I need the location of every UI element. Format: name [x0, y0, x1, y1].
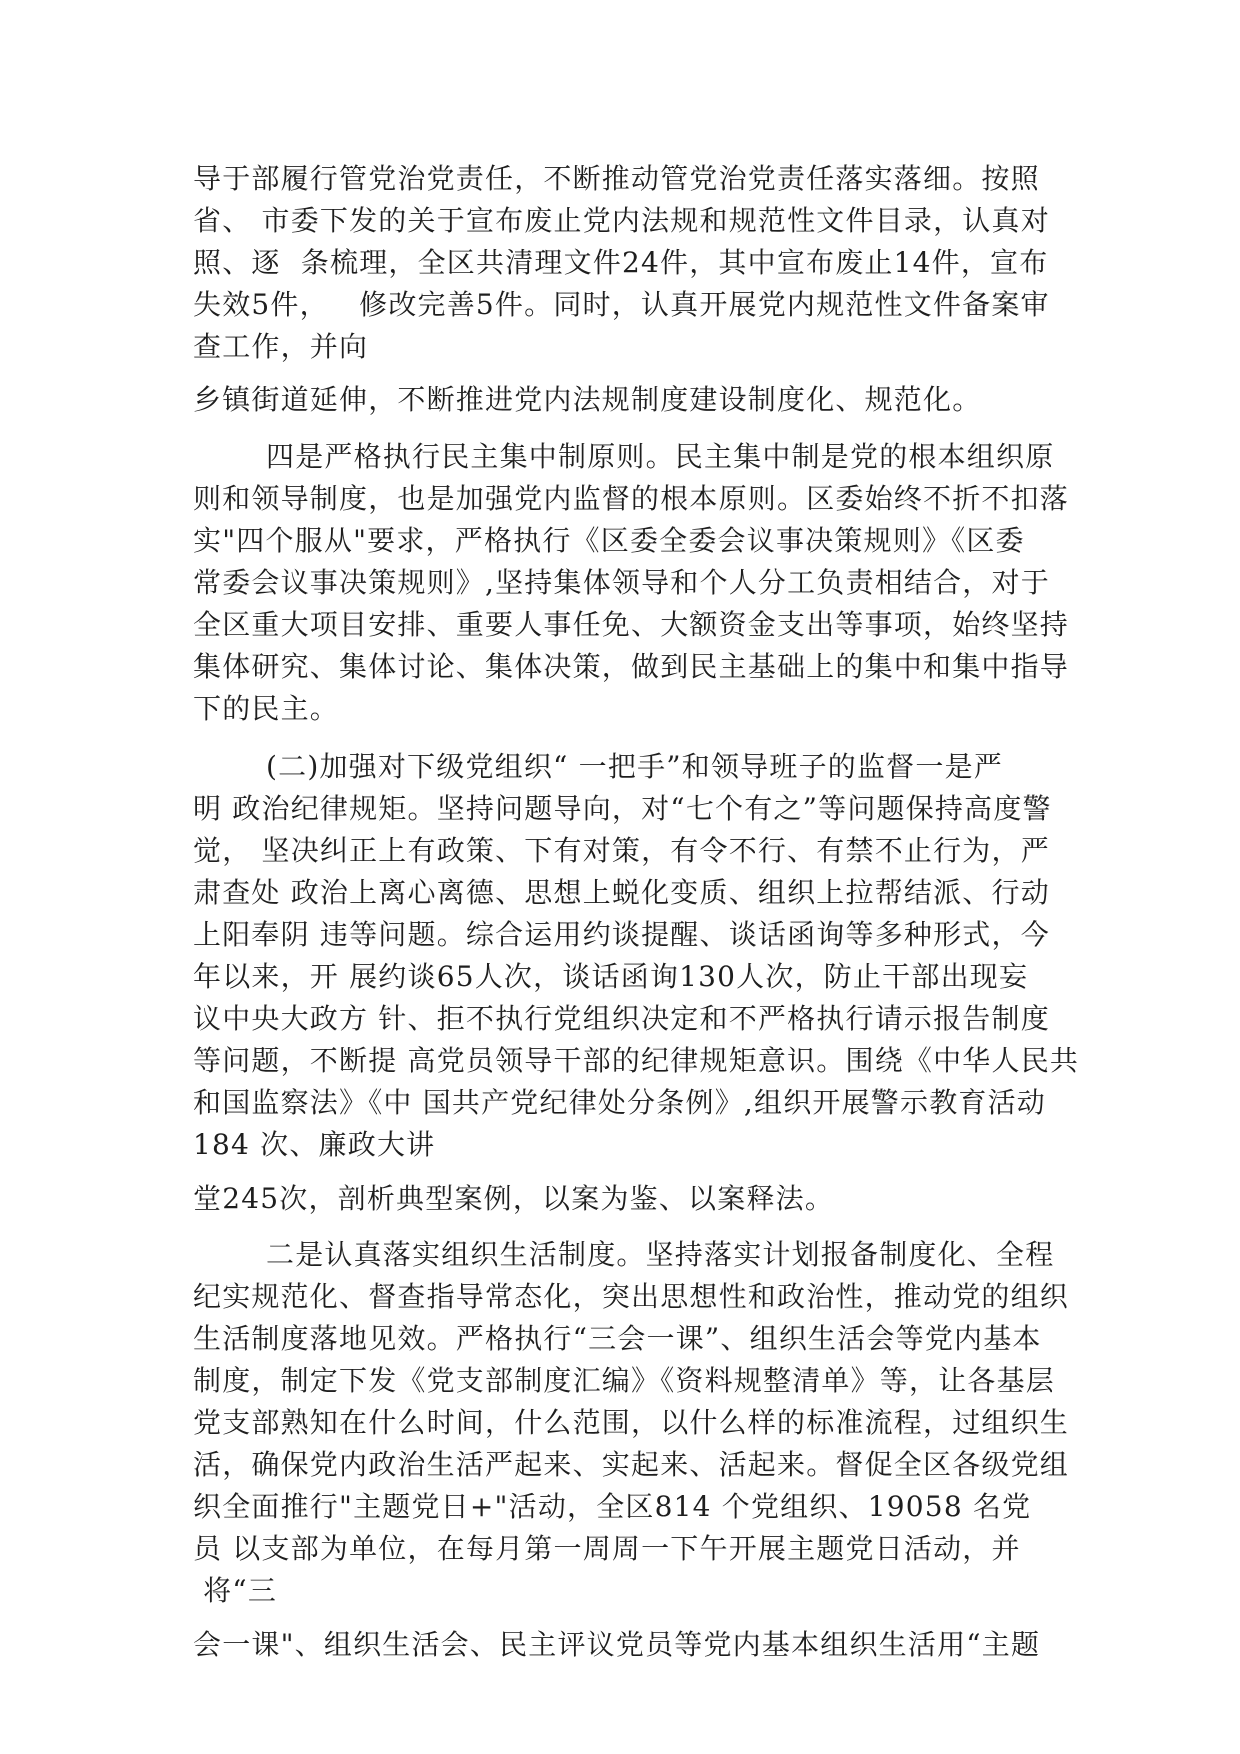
- text-line: 织全面推行"主题党日+"活动，全区814 个党组织、19058 名党: [193, 1490, 1032, 1523]
- text-line: 和国监察法》《中 国共产党纪律处分条例》,组织开展警示教育活动: [193, 1086, 1047, 1119]
- text-line: 上阳奉阴 违等问题。综合运用约谈提醒、谈话函询等多种形式，今: [193, 918, 1050, 951]
- text-line: 失效5件， 修改完善5件。同时，认真开展党内规范性文件备案审: [193, 288, 1050, 321]
- text-line: 查工作，并向: [193, 330, 369, 363]
- text-line: 等问题，不断提 高党员领导干部的纪律规矩意识。围绕《中华人民共: [193, 1044, 1080, 1077]
- text-line: 省、 市委下发的关于宣布废止党内法规和规范性文件目录，认真对: [193, 204, 1050, 237]
- text-line: 议中央大政方 针、拒不执行党组织决定和不严格执行请示报告制度: [193, 1002, 1050, 1035]
- text-line: 下的民主。: [193, 692, 340, 725]
- text-line: 集体研究、集体讨论、集体决策，做到民主基础上的集中和集中指导: [193, 650, 1070, 683]
- text-line: 照、逐 条梳理，全区共清理文件24件，其中宣布废止14件，宣布: [193, 246, 1049, 279]
- text-line: 则和领导制度，也是加强党内监督的根本原则。区委始终不折不扣落: [193, 482, 1070, 515]
- text-line: 活，确保党内政治生活严起来、实起来、活起来。督促全区各级党组: [193, 1448, 1070, 1481]
- text-line: 纪实规范化、督查指导常态化，突出思想性和政治性，推动党的组织: [193, 1280, 1070, 1313]
- text-line: 导于部履行管党治党责任，不断推动管党治党责任落实落细。按照: [193, 162, 1040, 195]
- text-line: 觉， 坚决纠正上有政策、下有对策，有令不行、有禁不止行为，严: [193, 834, 1050, 867]
- paragraph-first-line: 二是认真落实组织生活制度。坚持落实计划报备制度化、全程: [266, 1238, 1055, 1271]
- text-line: 常委会议事决策规则》,坚持集体领导和个人分工负责相结合，对于: [193, 566, 1050, 599]
- text-line: 党支部熟知在什么时间，什么范围，以什么样的标准流程，过组织生: [193, 1406, 1070, 1439]
- text-line: 肃查处 政治上离心离德、思想上蜕化变质、组织上拉帮结派、行动: [193, 876, 1050, 909]
- text-line: 员 以支部为单位，在每月第一周周一下午开展主题党日活动，并: [193, 1532, 1021, 1565]
- paragraph-first-line: (二)加强对下级党组织“ 一把手”和领导班子的监督一是严: [266, 750, 1003, 783]
- text-line: 全区重大项目安排、重要人事任免、大额资金支出等事项，始终坚持: [193, 608, 1070, 641]
- text-line: 堂245次，剖析典型案例，以案为鉴、以案释法。: [193, 1182, 835, 1215]
- text-line: 实"四个服从"要求，严格执行《区委全委会议事决策规则》《区委: [193, 524, 1025, 557]
- text-line: 乡镇街道延伸，不断推进党内法规制度建设制度化、规范化。: [193, 383, 982, 416]
- text-line: 制度，制定下发《党支部制度汇编》《资料规整清单》等，让各基层: [193, 1364, 1056, 1397]
- text-line: 明 政治纪律规矩。坚持问题导向，对“七个有之”等问题保持高度警: [193, 792, 1052, 825]
- text-line: 184 次、廉政大讲: [193, 1128, 436, 1161]
- text-line: 会一课"、组织生活会、民主评议党员等党内基本组织生活用“主题: [193, 1628, 1041, 1661]
- text-line: 生活制度落地见效。严格执行“三会一课”、组织生活会等党内基本: [193, 1322, 1042, 1355]
- paragraph-first-line: 四是严格执行民主集中制原则。民主集中制是党的根本组织原: [266, 440, 1055, 473]
- text-line: 年以来，开 展约谈65人次，谈话函询130人次，防止干部出现妄: [193, 960, 1029, 993]
- text-line: 将“三: [193, 1574, 278, 1607]
